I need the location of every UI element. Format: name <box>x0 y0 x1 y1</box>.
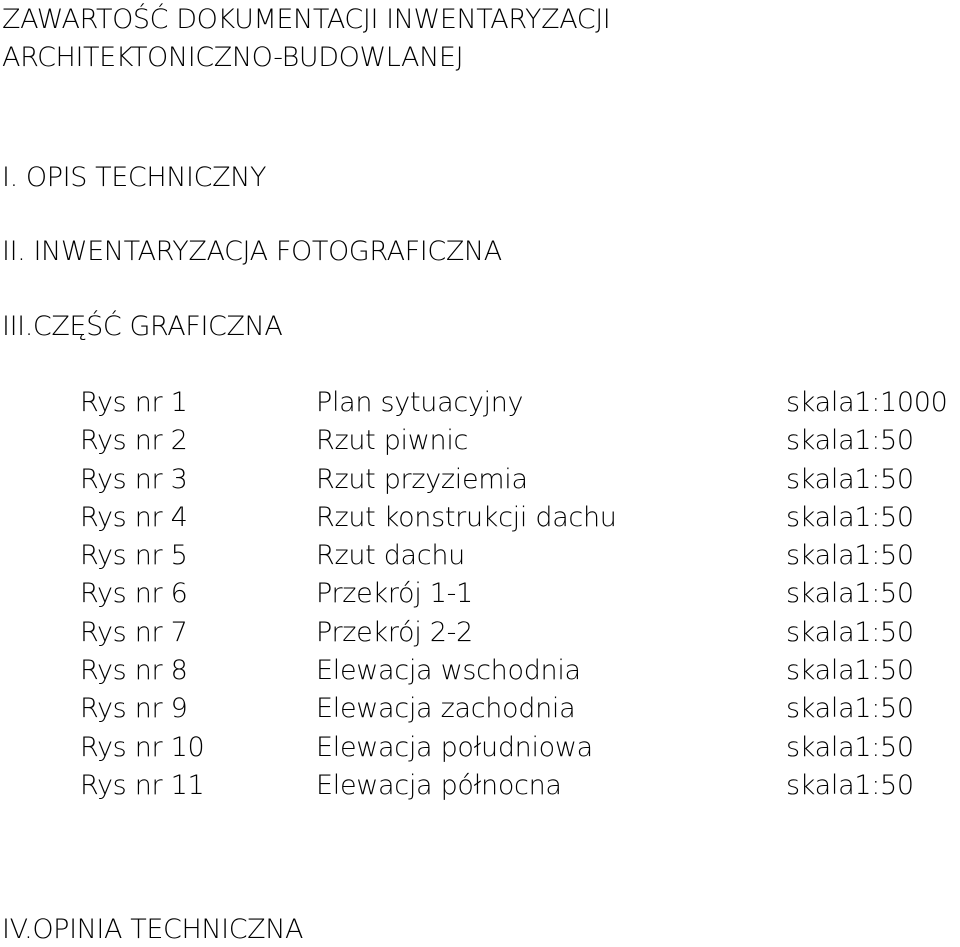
drawing-description: Rzut przyziemia <box>316 463 528 495</box>
drawing-number: Rys nr 8 <box>80 655 188 687</box>
drawing-scale: skala1:50 <box>786 731 914 763</box>
drawing-description: Elewacja północna <box>316 769 562 801</box>
drawing-description: Rzut konstrukcji dachu <box>316 501 617 533</box>
drawing-row <box>80 690 960 728</box>
drawing-description: Elewacja południowa <box>316 731 593 763</box>
drawing-number: Rys nr 5 <box>80 540 188 572</box>
drawing-description: Plan sytuacyjny <box>316 387 524 418</box>
drawing-description: Elewacja zachodnia <box>316 693 576 725</box>
drawing-number: Rys nr 4 <box>80 501 188 533</box>
drawing-scale: skala1:50 <box>786 540 914 572</box>
drawing-description: Przekrój 1-1 <box>316 578 473 610</box>
drawing-row <box>80 652 960 690</box>
drawing-scale: skala1:50 <box>786 693 914 725</box>
document-title-line-2: ARCHITEKTONICZNO-BUDOWLANEJ <box>2 42 464 73</box>
drawing-scale: skala1:50 <box>786 501 914 533</box>
drawing-scale: skala1:50 <box>786 578 914 610</box>
drawing-row <box>80 461 960 499</box>
drawing-row <box>80 499 960 537</box>
drawing-row <box>80 767 960 805</box>
drawing-description: Elewacja wschodnia <box>316 655 581 687</box>
drawing-scale: skala1:50 <box>786 769 914 801</box>
drawing-number: Rys nr 9 <box>80 693 188 725</box>
drawing-row <box>80 729 960 767</box>
drawing-row <box>80 614 960 652</box>
drawing-description: Rzut dachu <box>316 540 465 572</box>
drawing-scale: skala1:50 <box>786 425 914 457</box>
drawing-number: Rys nr 3 <box>80 463 188 495</box>
drawing-number: Rys nr 7 <box>80 616 188 648</box>
drawing-row <box>80 384 960 422</box>
section-heading-czesc-graficzna: III.CZĘŚĆ GRAFICZNA <box>2 311 283 342</box>
drawing-scale: skala1:1000 <box>786 387 948 418</box>
drawing-number: Rys nr 1 <box>80 387 188 418</box>
drawing-description: Rzut piwnic <box>316 425 469 457</box>
drawings-list <box>80 384 960 805</box>
drawing-scale: skala1:50 <box>786 655 914 687</box>
drawing-scale: skala1:50 <box>786 463 914 495</box>
drawing-number: Rys nr 10 <box>80 731 205 763</box>
drawing-row <box>80 575 960 613</box>
section-heading-opis-techniczny: I. OPIS TECHNICZNY <box>2 162 267 193</box>
drawing-number: Rys nr 2 <box>80 425 188 457</box>
drawing-scale: skala1:50 <box>786 616 914 648</box>
drawing-row <box>80 537 960 575</box>
drawing-number: Rys nr 11 <box>80 769 205 801</box>
drawing-row <box>80 422 960 460</box>
drawing-number: Rys nr 6 <box>80 578 188 610</box>
drawing-description: Przekrój 2-2 <box>316 616 473 648</box>
document-title-line-1: ZAWARTOŚĆ DOKUMENTACJI INWENTARYZACJI <box>2 4 611 35</box>
section-heading-opinia-techniczna: IV.OPINIA TECHNICZNA <box>2 914 304 945</box>
section-heading-inwentaryzacja-fotograficzna: II. INWENTARYZACJA FOTOGRAFICZNA <box>2 236 502 267</box>
